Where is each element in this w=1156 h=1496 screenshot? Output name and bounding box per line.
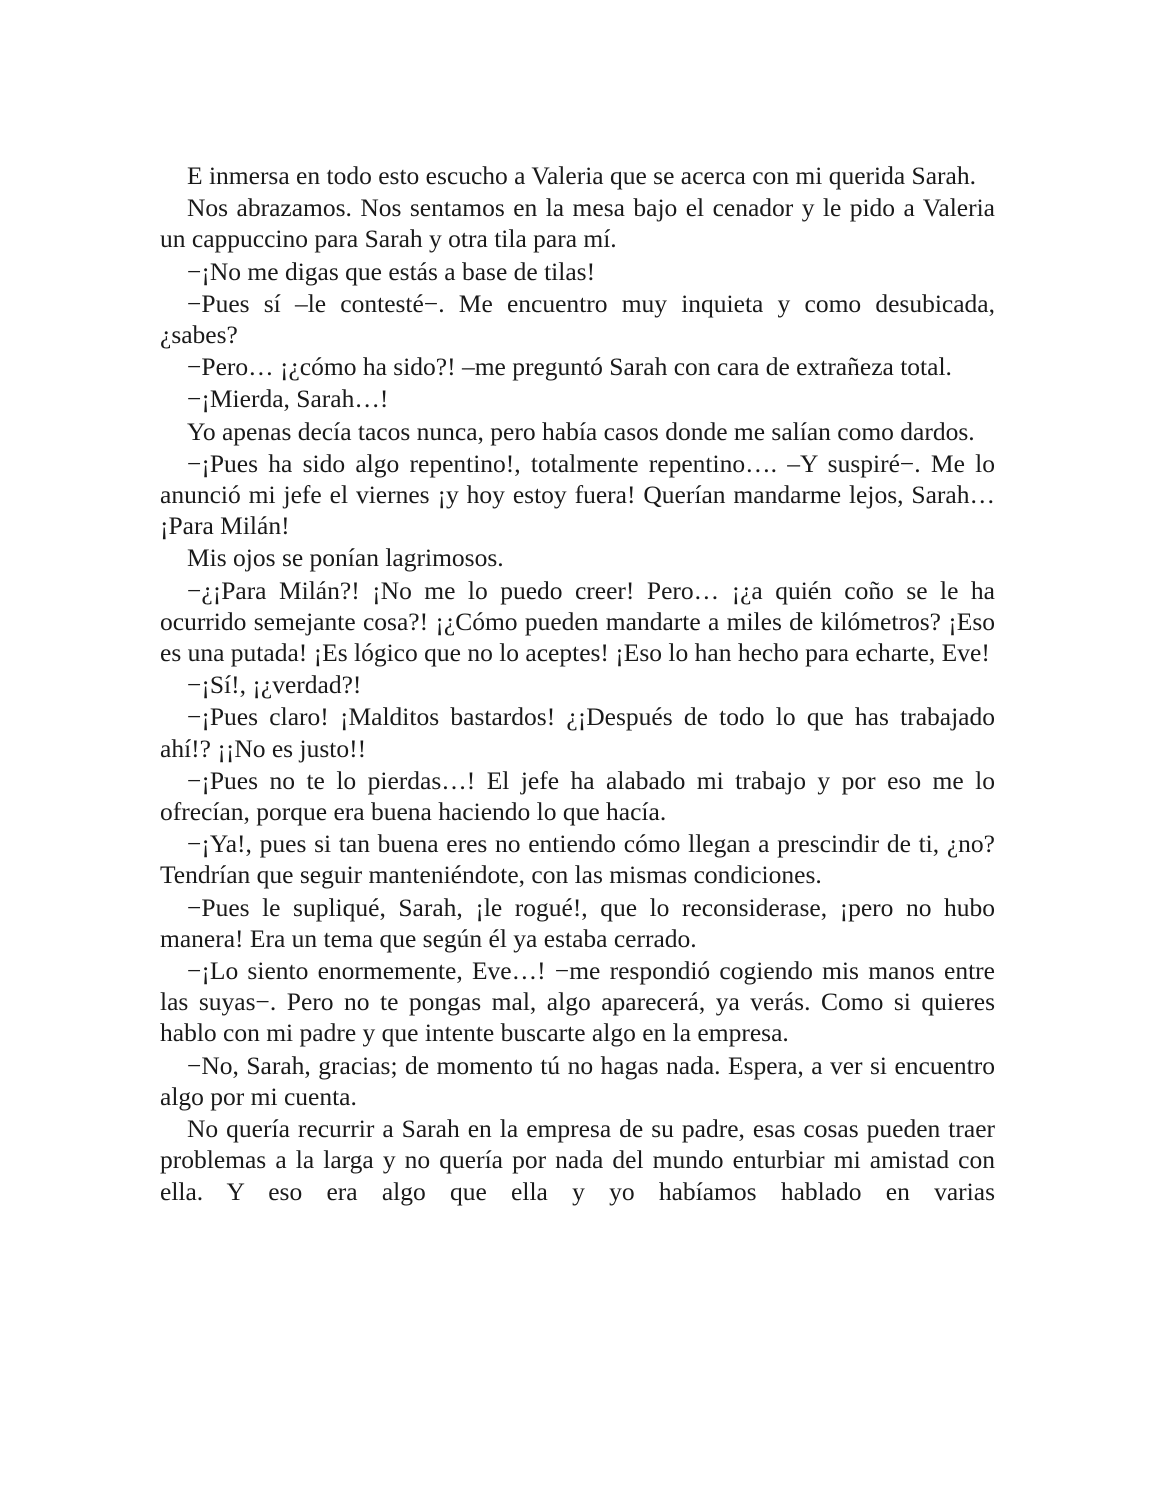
paragraph: −¡Pues no te lo pierdas…! El jefe ha alabado mi trabajo y por eso me lo ofrecían, porque era buena haciendo lo que hacía. [160, 765, 995, 827]
paragraph: No quería recurrir a Sarah en la empresa de su padre, esas cosas pueden traer problemas a la larga y no quería por nada del mundo enturbiar mi amistad con ella. Y eso era algo que ella y yo habíamos hablado en varias [160, 1114, 995, 1206]
paragraph: −¡Ya!, pues si tan buena eres no entiendo cómo llegan a prescindir de ti, ¿no? Tendrían que seguir manteniéndote, con las mismas condiciones. [160, 829, 995, 890]
paragraph: E inmersa en todo esto escucho a Valeria que se acerca con mi querida Sarah. [187, 161, 976, 190]
paragraph: −¡Lo siento enormemente, Eve…! −me respondió cogiendo mis manos entre las suyas−. Pero no te pongas mal, algo aparecerá, ya verás. Como si quieres hablo con mi padre y que intente buscarte algo en la empresa. [160, 956, 995, 1048]
paragraph: Yo apenas decía tacos nunca, pero había casos donde me salían como dardos. [187, 416, 975, 446]
paragraph: −No, Sarah, gracias; de momento tú no hagas nada. Espera, a ver si encuentro algo por mi cuenta. [160, 1050, 995, 1111]
document-page [160, 160, 995, 1208]
paragraph: −¿¡Para Milán?! ¡No me lo puedo creer! Pero… ¡¿a quién coño se le ha ocurrido semejante cosa?! ¡¿Cómo pueden mandarte a miles de kilómetros? ¡Eso es una putada! ¡Es lógico que no lo aceptes! ¡Eso lo han hecho para echarte, Eve! [160, 575, 995, 668]
paragraph: −Pero… ¡¿cómo ha sido?! –me preguntó Sarah con cara de extrañeza total. [187, 352, 952, 382]
paragraph: −¡Pues ha sido algo repentino!, totalmente repentino…. –Y suspiré−. Me lo anunció mi jefe el viernes ¡y hoy estoy fuera! Querían mandarme lejos, Sarah… ¡Para Milán! [160, 448, 995, 541]
paragraph: −¡No me digas que estás a base de tilas! [187, 256, 596, 286]
paragraph: −¡Mierda, Sarah…! [187, 384, 389, 414]
paragraph: Mis ojos se ponían lagrimosos. [187, 543, 504, 573]
paragraph: −Pues sí –le contesté−. Me encuentro muy inquieta y como desubicada, ¿sabes? [160, 288, 995, 350]
paragraph: −Pues le supliqué, Sarah, ¡le rogué!, que lo reconsiderase, ¡pero no hubo manera! Era un tema que según él ya estaba cerrado. [160, 892, 995, 953]
paragraph: Nos abrazamos. Nos sentamos en la mesa bajo el cenador y le pido a Valeria un cappuccino para Sarah y otra tila para mí. [160, 193, 995, 254]
paragraph: −¡Pues claro! ¡Malditos bastardos! ¿¡Después de todo lo que has trabajado ahí!? ¡¡No es justo!! [160, 702, 995, 763]
paragraph: −¡Sí!, ¡¿verdad?! [187, 670, 362, 700]
